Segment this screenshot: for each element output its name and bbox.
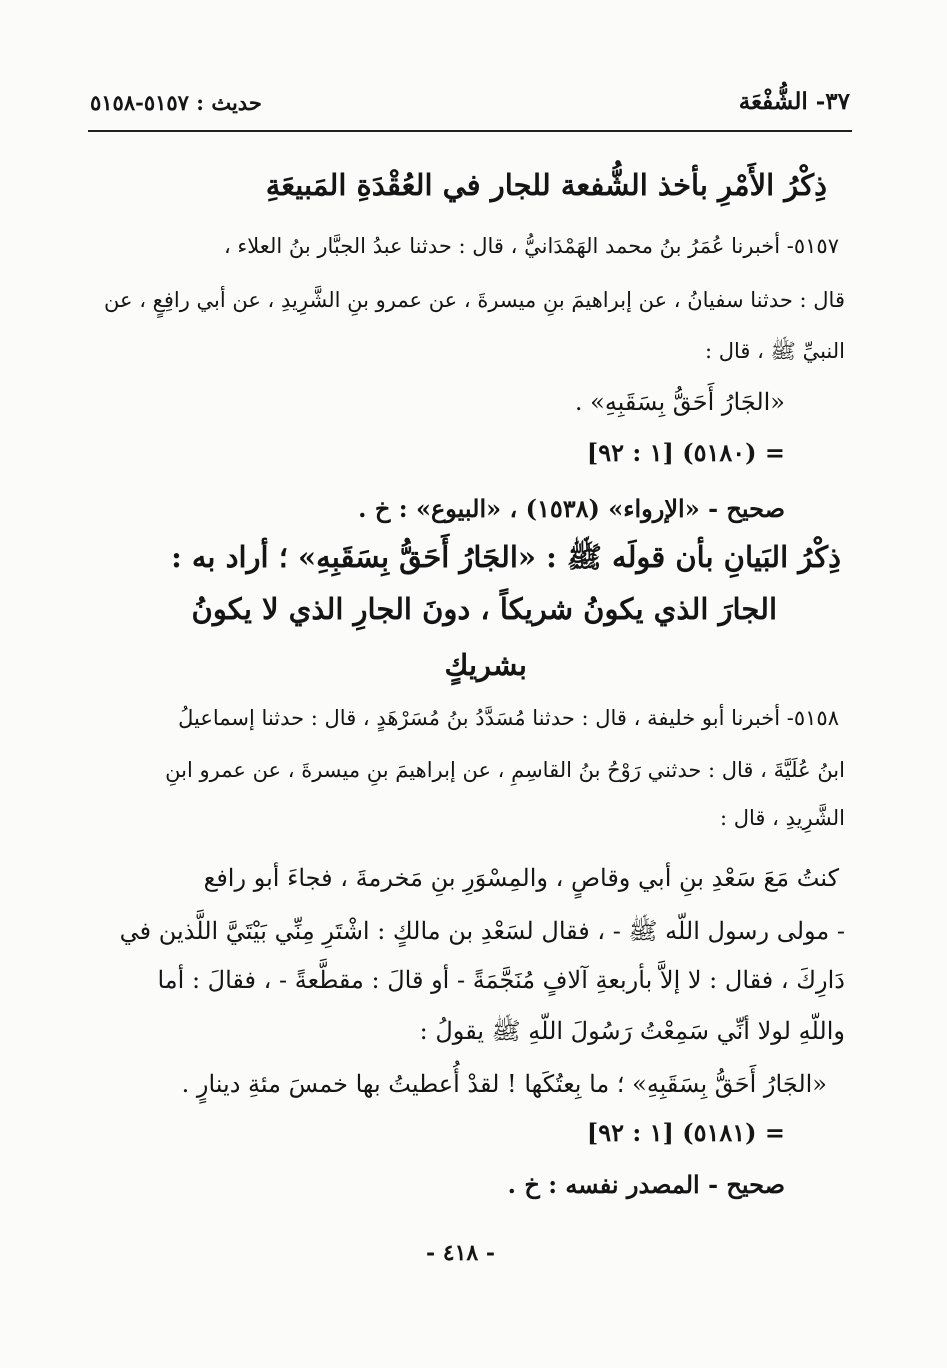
hadith-5157-line-3: النبيِّ ﷺ ، قال : (704, 339, 845, 363)
narration-line-1: كنتُ مَعَ سَعْدِ بنِ أبي وقاصٍ ، والمِسْوَرِ بنِ مَخرمةَ ، فجاءَ أبو رافع (203, 864, 839, 892)
page-header (90, 88, 850, 128)
hadith-5158-line-1: ٥١٥٨- أخبرنا أبو خليفة ، قال : حدثنا مُسَدَّدُ بنُ مُسَرْهَدٍ ، قال : حدثنا إسماعيلُ (178, 706, 839, 730)
hadith-5157-text: «الجَارُ أَحَقُّ بِسَقَبِهِ» . (574, 388, 785, 416)
page-number: - ٤١٨ - (426, 1240, 496, 1266)
hadith-5157-grade: صحيح - «الإرواء» (١٥٣٨) ، «البيوع» : خ . (358, 494, 785, 523)
hadith-5157-line-2: قال : حدثنا سفيانُ ، عن إبراهيمَ بنِ ميسرةَ ، عن عمرو بنِ الشَّرِيدِ ، عن أبي رافِعٍ ، عن (104, 288, 845, 312)
section-title-2-line-1: ذِكْرُ البَيانِ بأن قولَه ﷺ : «الجَارُ أَحَقُّ بِسَقَبِهِ» ؛ أراد به : (171, 540, 841, 574)
section-title-2-line-3: بشريكٍ (444, 648, 527, 682)
narration-line-5: «الجَارُ أَحَقُّ بِسَقَبِهِ» ؛ ما بِعتُكَها ! لقدْ أُعطيتُ بها خمسَ مئةِ دينارٍ . (181, 1070, 827, 1098)
hadith-5158-crossref: = (٥١٨١) [١ : ٩٢] (586, 1118, 785, 1147)
header-divider (88, 130, 852, 132)
narration-line-2: - مولى رسول اللّه ﷺ - ، فقال لسَعْدِ بن مالكٍ : اشْتَرِ مِنِّي بَيْتَيَّ اللَّذين في (119, 917, 845, 945)
narration-line-3: دَارِكَ ، فقال : لا إلاَّ بأربعةِ آلافٍ مُنَجَّمَةً - أو قالَ : مقطَّعةً - ، فقالَ : أما (157, 966, 845, 994)
section-title-1: ذِكْرُ الأَمْرِ بأخذ الشُّفعة للجار في العُقْدَةِ المَبيعَةِ (265, 168, 827, 202)
chapter-title: ٣٧- الشُّفْعَة (738, 88, 850, 115)
hadith-5158-line-3: الشَّرِيدِ ، قال : (720, 806, 845, 830)
hadith-5158-line-2: ابنُ عُلَيَّةَ ، قال : حدثني رَوْحُ بنُ القاسِمِ ، عن إبراهيمَ بنِ ميسرةَ ، عن عمرو ابنِ (165, 758, 845, 782)
hadith-5157-crossref: = (٥١٨٠) [١ : ٩٢] (586, 438, 785, 467)
hadith-5158-grade: صحيح - المصدر نفسه : خ . (507, 1170, 785, 1199)
hadith-range: حديث : ٥١٥٧-٥١٥٨ (90, 90, 262, 115)
hadith-5157-line-1: ٥١٥٧- أخبرنا عُمَرُ بنُ محمد الهَمْدَانيُّ ، قال : حدثنا عبدُ الجبَّار بنُ العلاء ، (223, 234, 839, 258)
narration-line-4: واللّهِ لولا أنِّي سَمِعْتُ رَسُولَ اللّهِ ﷺ يقولُ : (419, 1017, 845, 1045)
section-title-2-line-2: الجارَ الذي يكونُ شريكاً ، دونَ الجارِ الذي لا يكونُ (191, 592, 777, 626)
